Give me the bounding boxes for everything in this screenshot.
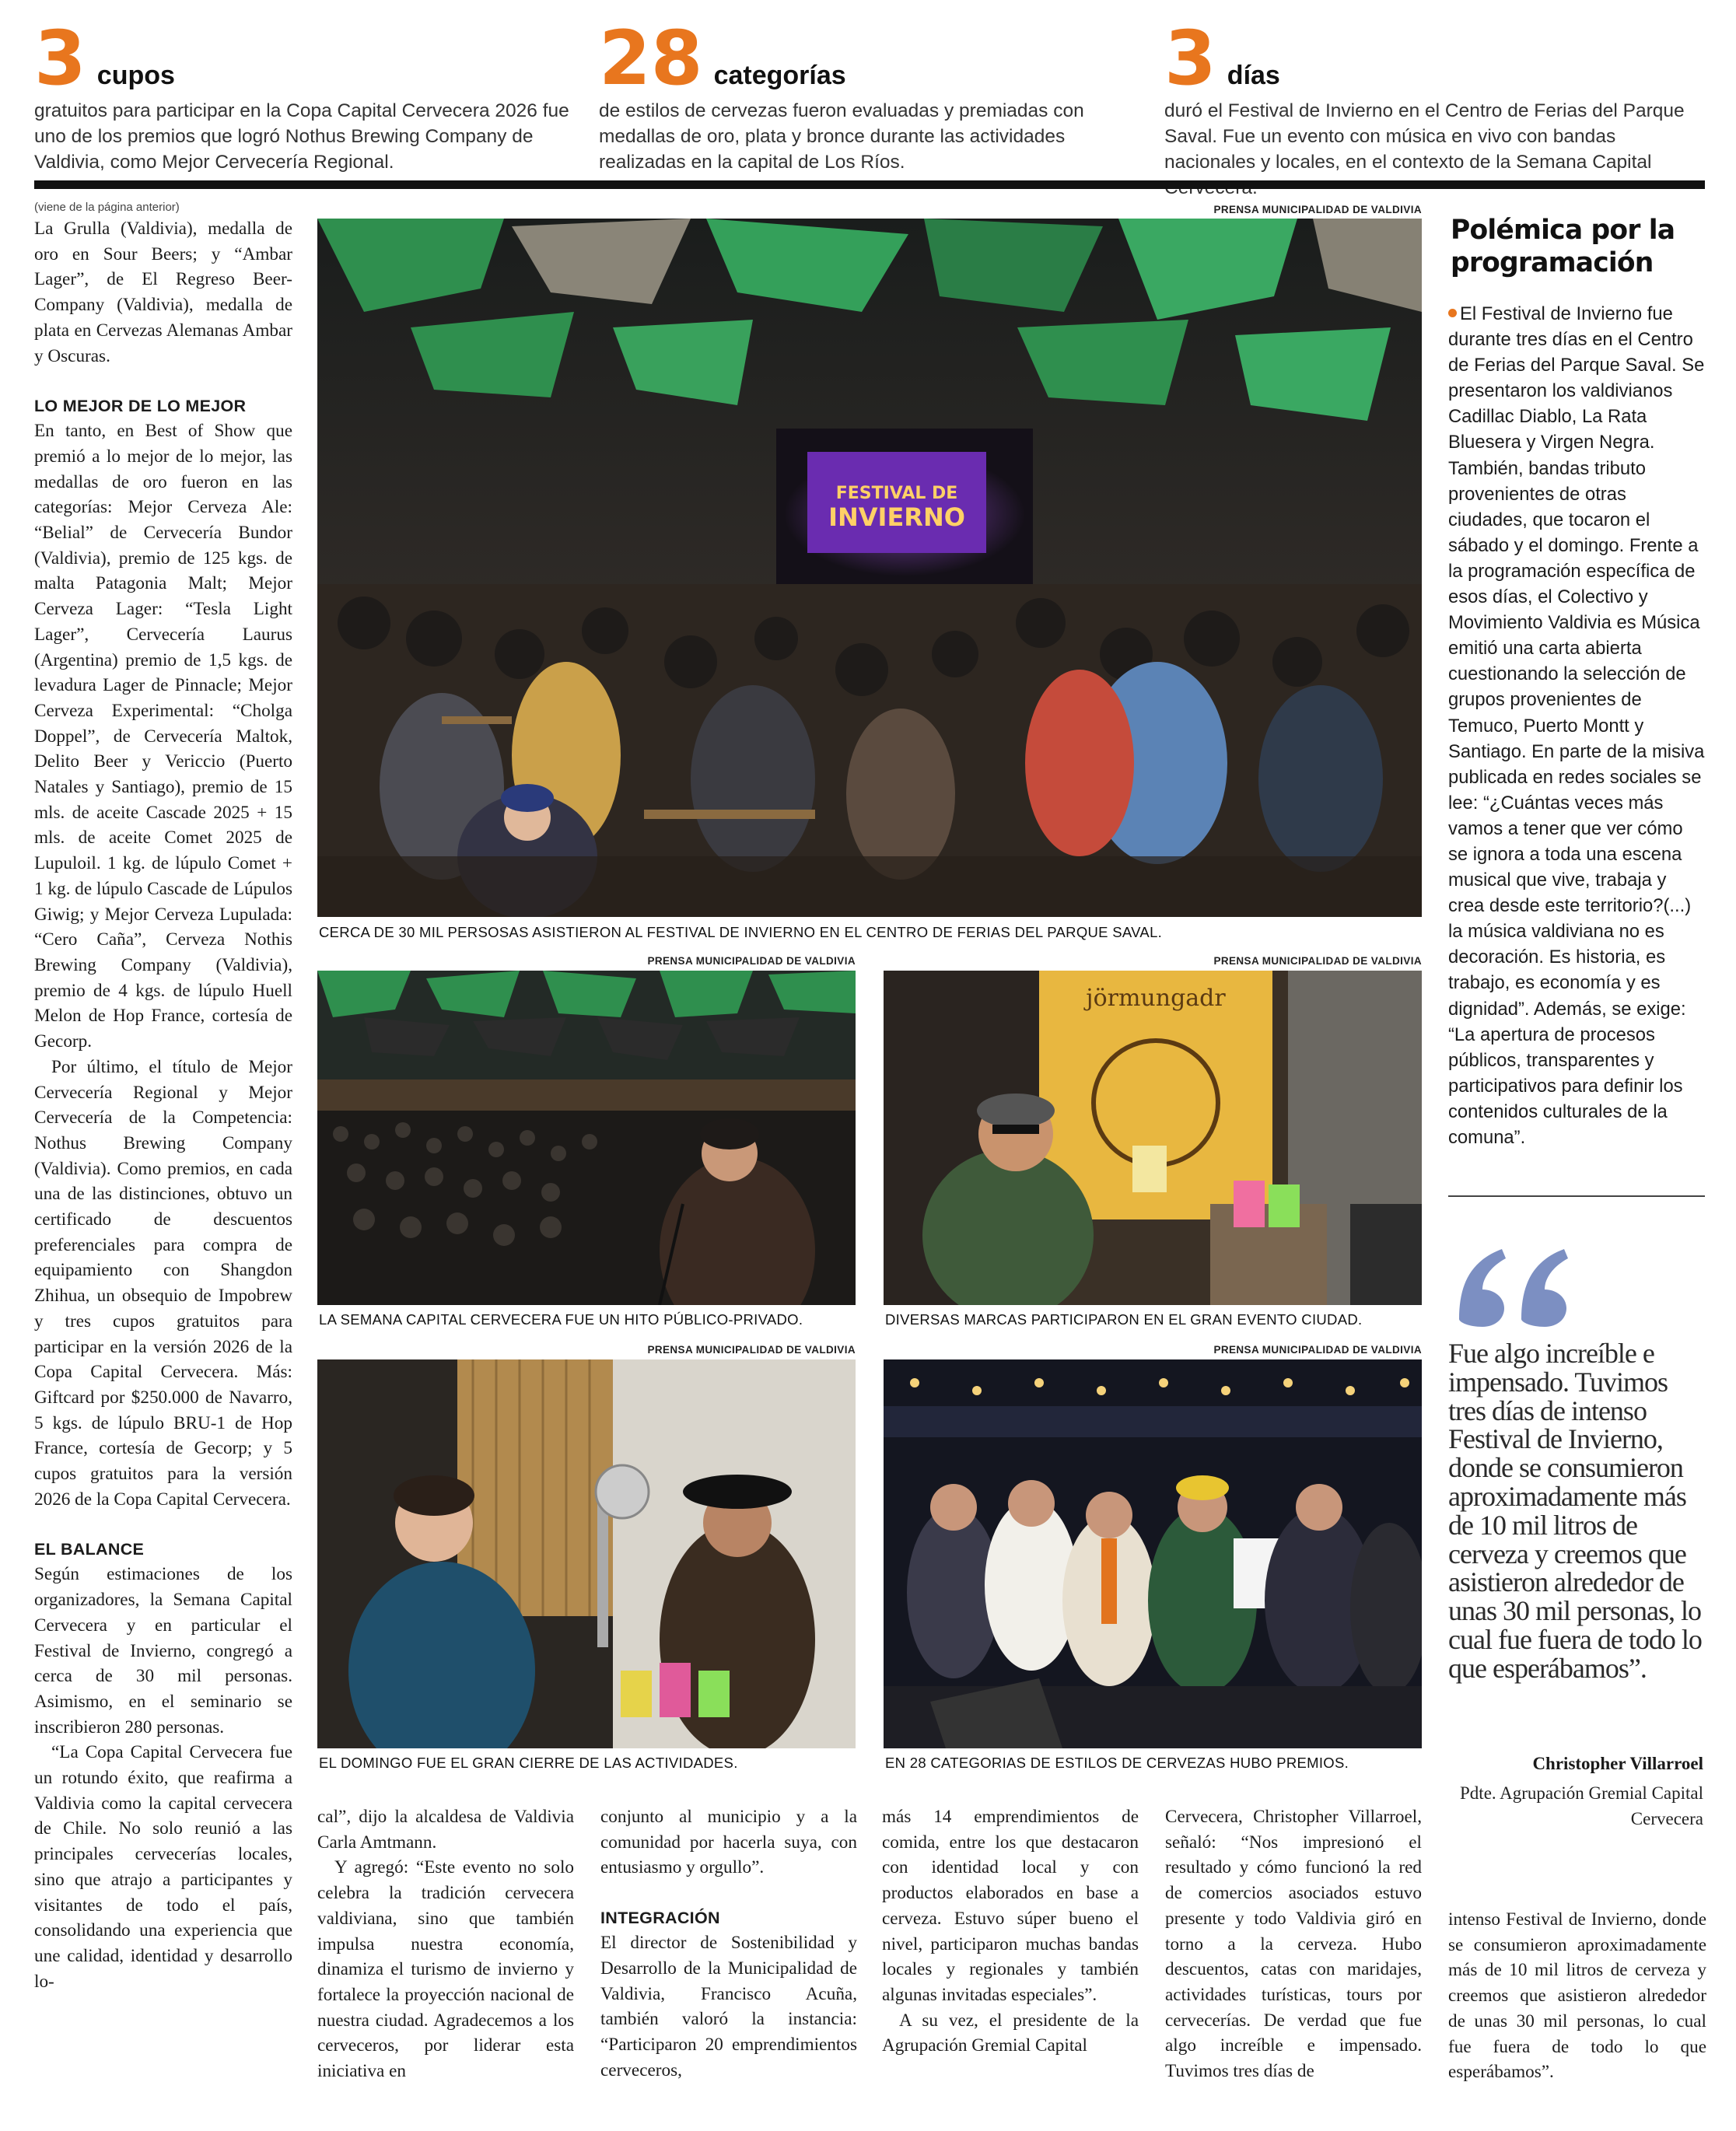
- article-paragraph: Cervecera, Christopher Villarroel, señaló: “Nos impresionó el resultado y cómo funcionó la red de comercios asociados estuvo presente y todo Valdivia giró en torno a la cerveza. Hubo descuentos, catas con maridajes, actividades turísticas, tours por cervecerías. De verdad que fue algo increíble e impensado. Tuvimos tres días de: [1165, 1807, 1422, 2082]
- article-column-left: [34, 199, 292, 1994]
- subheading: INTEGRACIÓN: [600, 1909, 720, 1928]
- article-paragraph: más 14 emprendimientos de comida, entre los que destacaron con identidad local y con productos elaborados en base a cerveza. Estuvo súper bueno el nivel, participaron muchas bandas locales y regionales y también algunas invitadas especiales”.: [882, 1807, 1139, 2005]
- pull-quote: Fue algo increíble e impensado. Tuvimos tres días de intenso Festival de Invierno, donde se consumieron aproximadamente más de 10 mil litros de cerveza y creemos que asistieron alrededor de unas 30 mil personas, lo cual fue fuera de todo lo que esperábamos”.: [1448, 1338, 1702, 1684]
- photo-caption: DIVERSAS MARCAS PARTICIPARON EN EL GRAN EVENTO CIUDAD.: [885, 1311, 1363, 1328]
- stat-number: 3: [1164, 15, 1216, 102]
- subheading: EL BALANCE: [34, 1540, 145, 1559]
- article-paragraph: Según estimaciones de los organizadores, la Semana Capital Cervecera y en particular el Festival de Invierno, congregó a cerca de 30 mil personas. Asimismo, en el seminario se inscribieron 280 personas.: [34, 1564, 292, 1737]
- stat-word: categorías: [713, 61, 846, 90]
- stat-number: 3: [34, 15, 86, 102]
- stage-screen-text: INVIERNO: [828, 502, 965, 532]
- continued-note: (viene de la página anterior): [34, 201, 180, 214]
- quote-mark-icon: [1451, 1241, 1576, 1331]
- photo-credit: PRENSA MUNICIPALIDAD DE VALDIVIA: [1213, 204, 1422, 215]
- quote-author-role: Pdte. Agrupación Gremial Capital Cervecera: [1460, 1783, 1703, 1828]
- article-paragraph: intenso Festival de Invierno, donde se consumieron aproximadamente más de 10 mil litros de cerveza y creemos que asistieron alrededor de unas 30 mil personas, lo cual fue fuera de todo lo que esperábamos”.: [1448, 1909, 1706, 2083]
- article-column-b3: [882, 1804, 1139, 2059]
- article-paragraph: cal”, dijo la alcaldesa de Valdivia Carla Amtmann.: [317, 1807, 574, 1853]
- stat-text: de estilos de cervezas fueron evaluadas y premiadas con medallas de oro, plata y bronce durante las actividades realizadas en la capital de Los Ríos.: [599, 100, 1084, 173]
- stat-word: cupos: [96, 61, 175, 90]
- stage-screen-text: FESTIVAL DE: [835, 484, 958, 503]
- photo-credit: PRENSA MUNICIPALIDAD DE VALDIVIA: [1213, 1344, 1422, 1356]
- stat-dias: [1164, 15, 1709, 201]
- article-paragraph: conjunto al municipio y a la comunidad por hacerla suya, con entusiasmo y orgullo”.: [600, 1807, 857, 1878]
- article-column-b2: [600, 1804, 857, 2083]
- photo-caption: EN 28 CATEGORIAS DE ESTILOS DE CERVEZAS HUBO PREMIOS.: [885, 1755, 1349, 1771]
- photo-public-private: [317, 971, 856, 1305]
- article-paragraph: El director de Sostenibilidad y Desarrollo de la Municipalidad de Valdivia, Francisco Acuña, también valoró la instancia: “Participaron 20 emprendimientos cerveceros,: [600, 1933, 857, 2080]
- article-column-b4: [1165, 1804, 1422, 2084]
- banner-text: jörmungadr: [1086, 985, 1226, 1012]
- article-paragraph: En tanto, en Best of Show que premió a lo mejor de lo mejor, las medallas de oro fueron en las categorías: Mejor Cerveza Ale: “Belial” de Cervecería Bundor (Valdivia), premio de 125 kgs. de malta Patagonia Malt; Mejor Cerveza Lager: “Tesla Light Lager”, Cervecería Laurus (Argentina) premio de 1,5 kgs. de levadura Lager de Pinnacle; Mejor Cerveza Experimental: “Cholga Doppel”, de Cervecería Maltok, Delito Beer y Vericcio (Puerto Natales y Santiago), premio de 15 mls. de aceite Cascade 2025 + 15 mls. de aceite Comet 2025 de Lupuloil. 1 kg. de lúpulo Comet + 1 kg. de lúpulo Cascade de Lúpulos Giwig; y Mejor Cerveza Lupulada: “Cero Caña”, Cerveza Nothis Brewing Company (Valdivia), premio de 4 kgs. de lúpulo Huell Melon de Hop France, cortesía de Gecorp.: [34, 421, 292, 1052]
- stat-categorias: [599, 15, 1143, 175]
- photo-caption: EL DOMINGO FUE EL GRAN CIERRE DE LAS ACTIVIDADES.: [319, 1755, 738, 1771]
- photo-credit: PRENSA MUNICIPALIDAD DE VALDIVIA: [647, 1344, 856, 1356]
- stat-number: 28: [599, 15, 703, 102]
- article-column-b1: [317, 1804, 574, 2084]
- photo-festival-crowd: [317, 219, 1422, 917]
- article-paragraph: Por último, el título de Mejor Cervecería Regional y Mejor Cervecería de la Competencia: Nothus Brewing Company (Valdivia). Como premios, en cada una de las distinciones, obtuvo un certificado de descuentos preferenciales para compra de equipamiento con Shangdon Zhihua, un obsequio de Impobrew y tres cupos gratuitos para participar en la versión 2026 de la Copa Capital Cervecera. Más: Giftcard por $250.000 de Navarro, 5 kgs. de lúpulo BRU-1 de Hop France, cortesía de Gecorp; y 5 cupos gratuitos para la versión 2026 de la Copa Capital Cervecera.: [34, 1056, 292, 1510]
- photo-closing: [317, 1359, 856, 1748]
- bullet-dot: [1448, 309, 1457, 317]
- top-rule: [34, 180, 1705, 189]
- stat-text: duró el Festival de Invierno en el Centro de Ferias del Parque Saval. Fue un evento con música en vivo con bandas nacionales y locales, en el contexto de la Semana Capital: [1164, 100, 1685, 173]
- photo-caption: LA SEMANA CAPITAL CERVECERA FUE UN HITO PÚBLICO-PRIVADO.: [319, 1311, 803, 1328]
- article-paragraph: A su vez, el presidente de la Agrupación Gremial Capital: [882, 2010, 1139, 2056]
- photo-credit: PRENSA MUNICIPALIDAD DE VALDIVIA: [647, 955, 856, 967]
- sidebar-title: Polémica por la programación: [1451, 215, 1675, 278]
- sidebar-text: [1448, 301, 1705, 1150]
- quote-author: Christopher Villarroel: [1532, 1754, 1703, 1773]
- article-column-b5: [1448, 1907, 1706, 2085]
- article-paragraph: “La Copa Capital Cervecera fue un rotundo éxito, que reafirma a Valdivia como la capital cervecera de Chile. No solo reunió a las principales cervecerías locales, sino que atrajo a participantes y visitantes de todo el país, consolidando una experiencia que une calidad, identidad y desarrollo lo-: [34, 1742, 292, 1992]
- photo-awards: [884, 1359, 1422, 1748]
- sidebar-rule: [1448, 1195, 1705, 1197]
- stat-text: gratuitos para participar en la Copa Capital Cervecera 2026 fue uno de los premios que logró Nothus Brewing Company de Valdivia, como Mejor Cervecería Regional.: [34, 100, 569, 173]
- photo-caption: CERCA DE 30 MIL PERSOSAS ASISTIERON AL FESTIVAL DE INVIERNO EN EL CENTRO DE FERIAS DEL PARQUE SAVAL.: [319, 924, 1163, 940]
- article-paragraph: Y agregó: “Este evento no solo celebra la tradición cervecera valdiviana, sino que también impulsa nuestra economía, dinamiza el turismo de invierno y fortalece la proyección nacional de nuestra ciudad. Agradecemos a los cerveceros, por liderar esta iniciativa en: [317, 1857, 574, 2082]
- article-paragraph: La Grulla (Valdivia), medalla de oro en Sour Beers; y “Ambar Lager”, de El Regreso Beer-Company (Valdivia), medalla de plata en Cervezas Alemanas Ambar y Oscuras.: [34, 219, 292, 366]
- stat-cupos: [34, 15, 579, 175]
- photo-credit: PRENSA MUNICIPALIDAD DE VALDIVIA: [1213, 955, 1422, 967]
- stat-word: días: [1227, 61, 1280, 90]
- sidebar-body: El Festival de Invierno fue durante tres días en el Centro de Ferias del Parque Saval. Se presentaron los valdivianos Cadillac Diablo, La Rata Bluesera y Virgen Negra. También, bandas tributo provenientes de otras ciudades, que tocaron el sábado y el domingo. Frente a la programación específica de esos días, el Colectivo y Movimiento Valdivia es Música emitió una carta abierta cuestionando la selección de grupos provenientes de Temuco, Puerto Montt y Santiago. En parte de la misiva publicada en redes sociales se lee: “¿Cuántas veces más vamos a tener que ver cómo se ignora a toda una escena musical que vive, trabaja y crea desde este territorio?(...) la música valdiviana no es decoración. Es historia, es trabajo, es economía y es dignidad”. Además, se exige: “La apertura de procesos públicos, transparentes y participativos para definir los contenidos culturales de la comuna”.: [1448, 303, 1705, 1148]
- subheading: LO MEJOR DE LO MEJOR: [34, 397, 247, 416]
- photo-brands: [884, 971, 1422, 1305]
